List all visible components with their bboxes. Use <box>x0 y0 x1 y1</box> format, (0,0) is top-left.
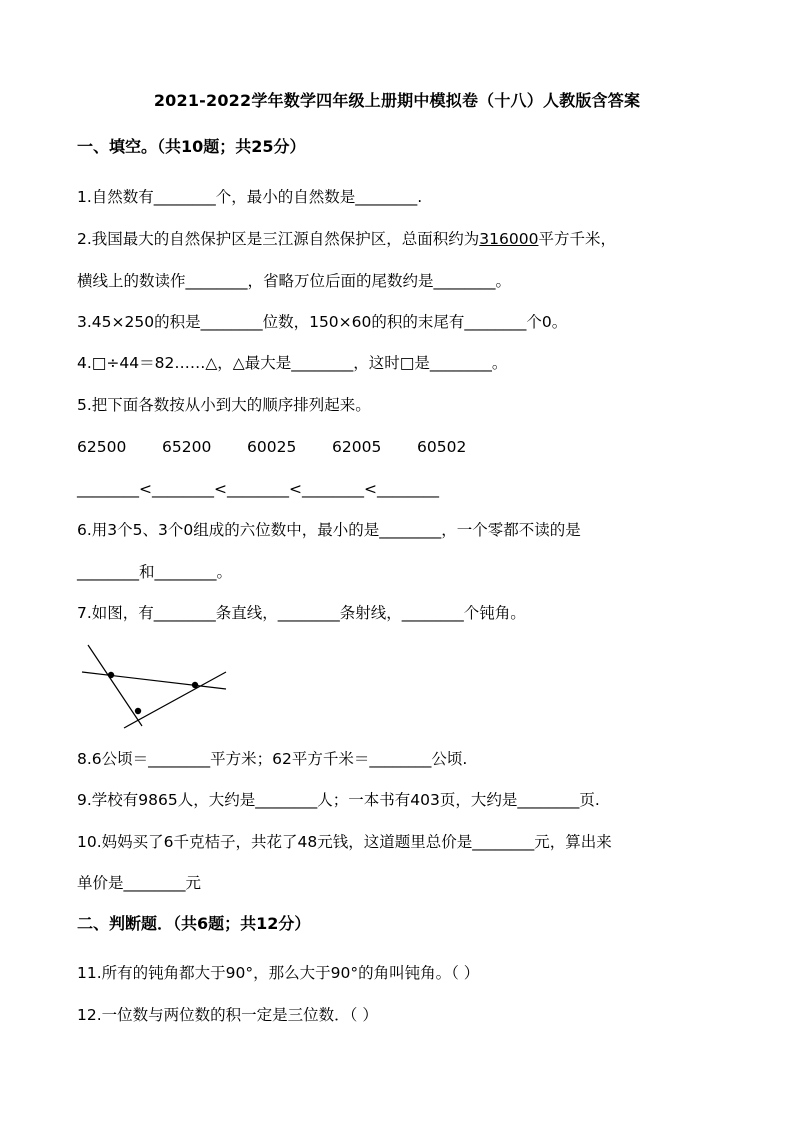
point-3 <box>135 708 141 714</box>
question-12: 12.一位数与两位数的积一定是三位数．（ ） <box>77 1006 378 1024</box>
question-6-line-2: ________和________。 <box>77 563 233 581</box>
line-b <box>82 672 226 689</box>
number-item: 62005 <box>332 438 382 456</box>
question-6-line-1: 6.用3个5、3个0组成的六位数中，最小的是________，一个零都不读的是 <box>77 521 581 539</box>
question-5-numbers <box>77 437 502 457</box>
question-3: 3.45×250的积是________位数，150×60的积的末尾有________个0。 <box>77 313 568 331</box>
question-1: 1.自然数有________个，最小的自然数是________. <box>77 188 423 206</box>
question-7: 7.如图，有________条直线，________条射线，________个钝角。 <box>77 604 526 622</box>
number-item: 60502 <box>417 438 467 456</box>
question-11: 11.所有的钝角都大于90°，那么大于90°的角叫钝角。（ ） <box>77 964 480 982</box>
question-4: 4.□÷44＝82……△，△最大是________，这时□是________。 <box>77 354 508 372</box>
question-5-ordering-blanks: ________<________<________<________<________ <box>77 480 439 498</box>
question-9: 9.学校有9865人，大约是________人；一本书有403页，大约是________页. <box>77 791 600 809</box>
line-c <box>124 672 226 728</box>
question-2-text-a: 2.我国最大的自然保护区是三江源自然保护区，总面积约为 <box>77 230 480 248</box>
section-heading-fill-in: 一、填空。（共10题；共25分） <box>77 137 306 156</box>
question-10-line-2: 单价是________元 <box>77 874 202 892</box>
question-2-number: 316000 <box>479 230 539 248</box>
question-8: 8.6公顷＝________平方米；62平方千米＝________公顷. <box>77 750 468 768</box>
question-2-line-2: 横线上的数读作________，省略万位后面的尾数约是________。 <box>77 272 512 290</box>
number-item: 62500 <box>77 438 127 456</box>
point-2 <box>192 682 198 688</box>
question-2-text-b: 平方千米， <box>538 230 616 248</box>
page-title: 2021-2022学年数学四年级上册期中模拟卷（十八）人教版含答案 <box>153 91 641 110</box>
number-item: 60025 <box>247 438 297 456</box>
number-item: 65200 <box>162 438 212 456</box>
question-10-line-1: 10.妈妈买了6千克桔子，共花了48元钱，这道题里总价是________元，算出来 <box>77 833 612 851</box>
point-1 <box>108 672 114 678</box>
line-a <box>88 645 142 726</box>
lines-rays-figure <box>70 638 240 733</box>
question-5: 5.把下面各数按从小到大的顺序排列起来。 <box>77 396 371 414</box>
question-2-line-1 <box>77 229 616 249</box>
section-heading-true-false: 二、判断题．（共6题；共12分） <box>77 914 311 933</box>
